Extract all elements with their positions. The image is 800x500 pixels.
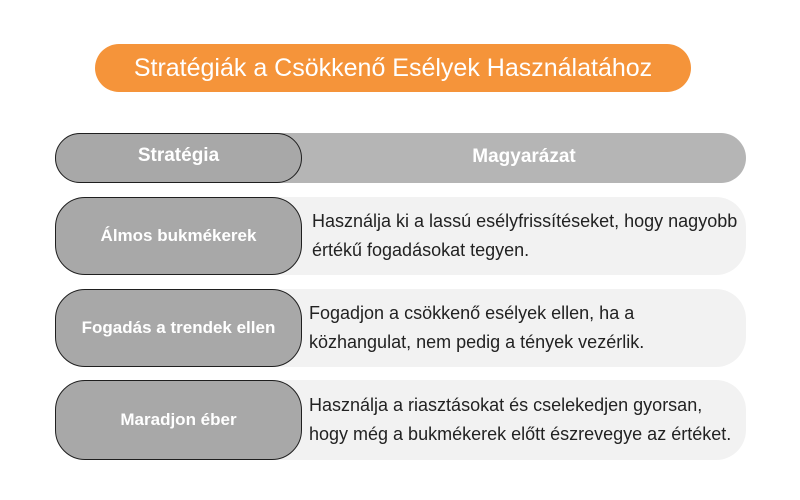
explanation-cell: Használja a riasztásokat és cselekedjen gyorsan, hogy még a bukmékerek előtt észrevegye az értéket.	[309, 395, 732, 444]
strategy-cell: Maradjon éber	[55, 380, 302, 460]
strategy-cell: Fogadás a trendek ellen	[55, 289, 302, 367]
explanation-cell: Használja ki a lassú esélyfrissítéseket, hogy nagyobb értékű fogadásokat tegyen.	[312, 211, 738, 260]
page-title: Stratégiák a Csökkenő Esélyek Használatához	[95, 44, 691, 92]
explanation-cell: Fogadjon a csökkenő esélyek ellen, ha a közhangulat, nem pedig a tények vezérlik.	[309, 303, 645, 352]
column-header-strategy: Stratégia	[55, 133, 302, 183]
column-header-explanation: Magyarázat	[472, 146, 576, 167]
strategy-cell: Álmos bukmékerek	[55, 197, 302, 275]
